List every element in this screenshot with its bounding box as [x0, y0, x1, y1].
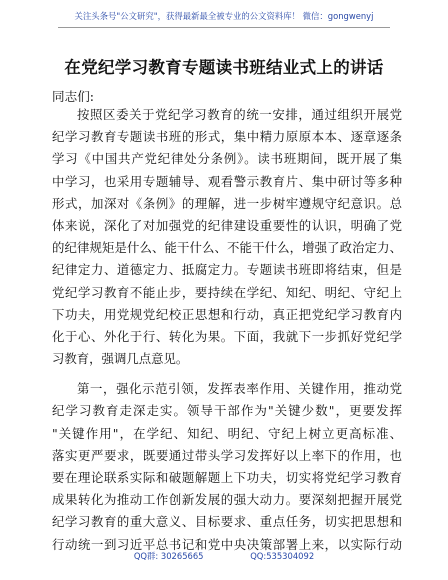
text-line: 形式，加深对《条例》的理解，进一步树牢遵规守纪意识。总: [52, 195, 402, 211]
document-title: 在党纪学习教育专题读书班结业式上的讲话: [64, 58, 384, 77]
text-line: 纪学习教育的重大意义、目标要求、重点任务，切实把思想和: [52, 514, 402, 530]
text-line: 按照区委关于党纪学习教育的统一安排，通过组织开展党: [77, 107, 402, 122]
text-line: 要在理论联系实际和破题解题上下功夫，切实将党纪学习教育: [52, 470, 402, 485]
document-body: [52, 104, 402, 556]
paragraph-1: [52, 104, 402, 370]
footer-contact: [0, 550, 448, 562]
text-line: 下功夫，用党规党纪校正思想和行动，真正把党纪学习教育内: [52, 306, 402, 322]
salutation: 同志们:: [52, 89, 95, 104]
text-line: 纪律定力、道德定力、抵腐定力。专题读书班即将结束，但是: [52, 262, 402, 278]
text-line: 习教育，强调几点意见。: [52, 351, 189, 367]
text-line: 落实更严要求，既要通过带头学习发挥好以上率下的作用，也: [52, 447, 402, 463]
text-line: 纪学习教育专题读书班的形式，集中精力原原本本、逐章逐条: [52, 129, 402, 145]
text-line: 党纪学习教育不能止步，要持续在学纪、知纪、明纪、守纪上: [52, 284, 402, 300]
text-line: 的纪律规矩是什么、能干什么、不能干什么，增强了政治定力、: [52, 240, 402, 256]
text-line: 学习《中国共产党纪律处分条例》。读书班期间，既开展了集: [52, 151, 402, 167]
text-line: 行动统一到习近平总书记和党中央决策部署上来，以实际行动: [52, 536, 402, 552]
footer-qq: QQ:535304092: [250, 551, 315, 561]
text-line: 第一，强化示范引领，发挥表率作用、关键作用，推动党: [77, 381, 402, 397]
text-line: 纪学习教育走深走实。领导干部作为"关键少数"，更要发挥: [52, 403, 402, 419]
footer-qq-group: QQ群: 30265665: [133, 551, 204, 561]
text-line: 体来说，深化了对加强党的纪律建设重要性的认识，明确了党: [52, 217, 402, 233]
text-line: 中学习，也采用专题辅导、观看警示教育片、集中研讨等多种: [52, 173, 402, 189]
text-line: 化于心、外化于行、转化为果。下面，我就下一步抓好党纪学: [52, 328, 402, 344]
header-banner: 关注头条号"公文研究"，获得最新最全被专业的公文资料库！ 微信：gongwenyj: [74, 11, 374, 21]
paragraph-2: [52, 378, 402, 556]
text-line: "关键作用"，在学纪、知纪、明纪、守纪上树立更高标准、: [52, 425, 402, 441]
text-line: 成果转化为推动工作创新发展的强大动力。要深刻把握开展党: [52, 492, 402, 508]
header-divider: [58, 27, 390, 28]
